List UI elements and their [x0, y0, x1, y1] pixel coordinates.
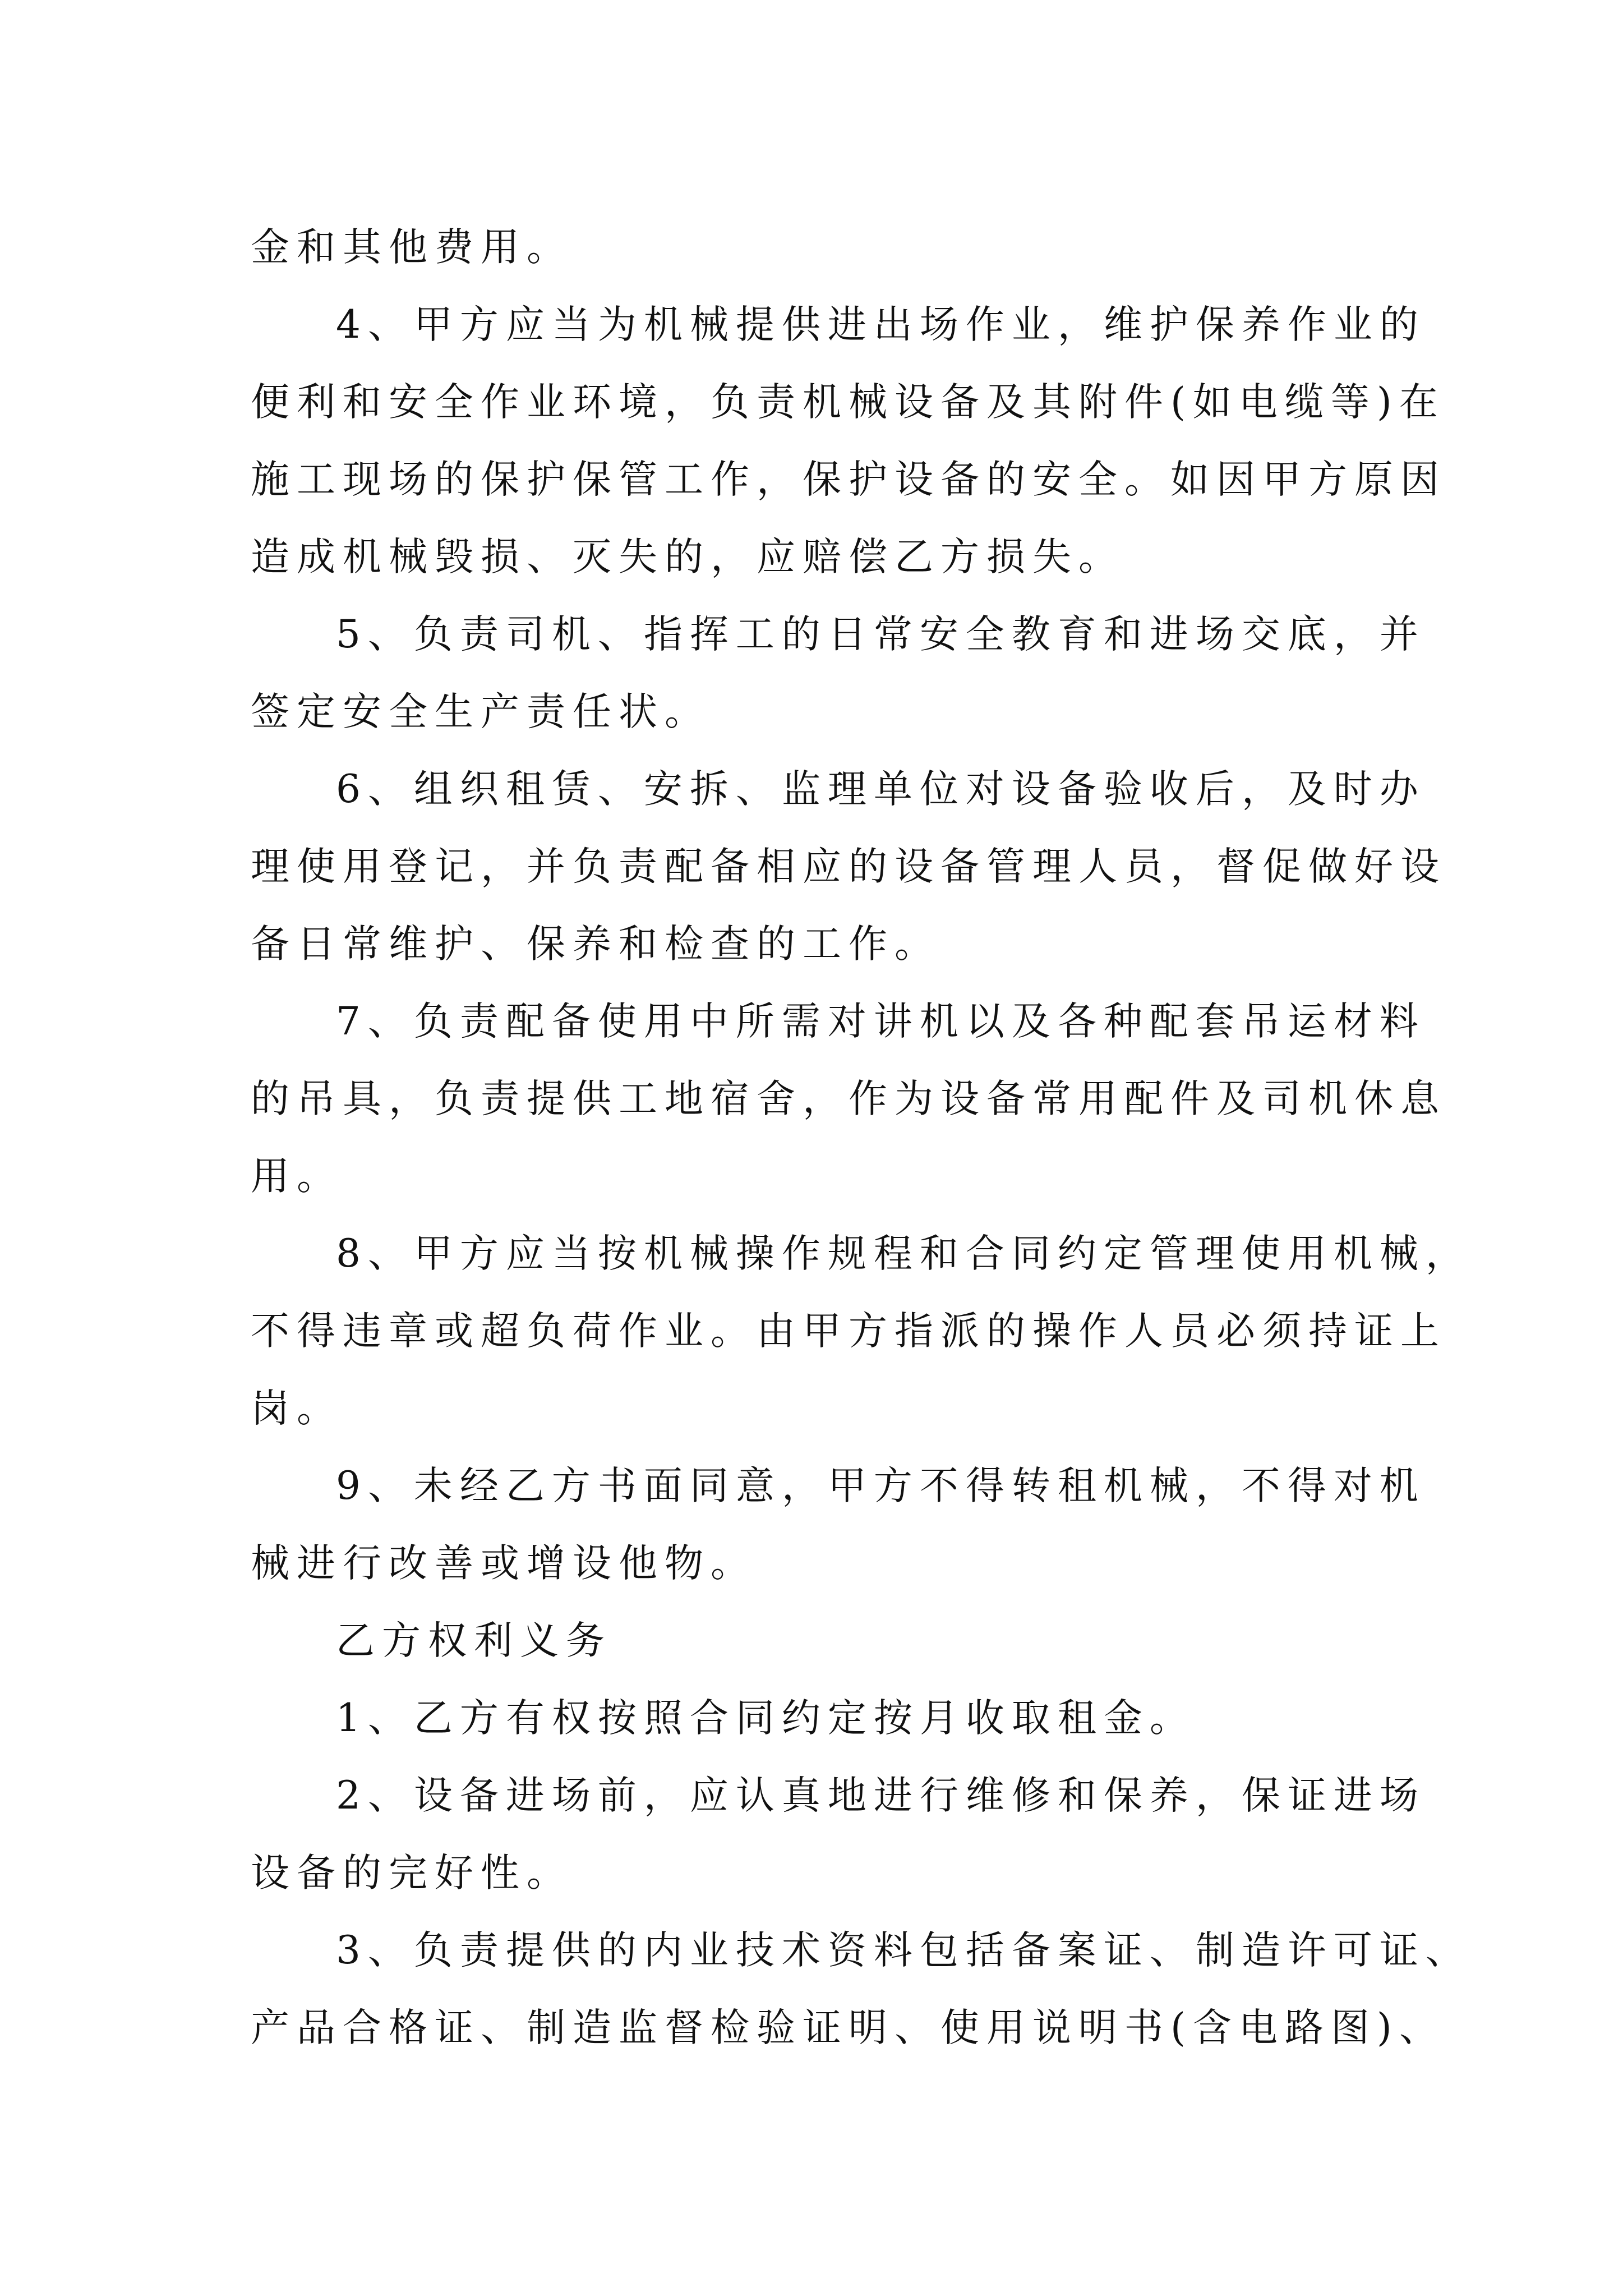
text-line: 金和其他费用。 — [251, 225, 573, 270]
text-line: 理使用登记，并负责配备相应的设备管理人员，督促做好设 — [251, 844, 1446, 889]
text-line: 不得违章或超负荷作业。由甲方指派的操作人员必须持证上 — [251, 1309, 1446, 1354]
text-line: 9、未经乙方书面同意，甲方不得转租机械，不得对机 — [336, 1464, 1426, 1508]
document-body — [251, 209, 1472, 2067]
text-line: 7、负责配备使用中所需对讲机以及各种配套吊运材料 — [336, 999, 1426, 1044]
text-line: 1、乙方有权按照合同约定按月收取租金。 — [336, 1696, 1196, 1741]
text-line: 乙方权利义务 — [336, 1618, 612, 1663]
text-line: 5、负责司机、指挥工的日常安全教育和进场交底，并 — [336, 612, 1426, 657]
text-line: 岗。 — [251, 1386, 343, 1431]
text-line: 用。 — [251, 1154, 343, 1199]
text-line: 4、甲方应当为机械提供进出场作业，维护保养作业的 — [336, 302, 1426, 347]
text-line: 产品合格证、制造监督检验证明、使用说明书(含电路图)、 — [251, 2005, 1445, 2050]
text-line: 的吊具，负责提供工地宿舍，作为设备常用配件及司机休息 — [251, 1076, 1446, 1121]
text-line: 设备的完好性。 — [251, 1851, 573, 1895]
text-line: 3、负责提供的内业技术资料包括备案证、制造许可证、 — [336, 1928, 1472, 1973]
text-line: 6、组织租赁、安拆、监理单位对设备验收后，及时办 — [336, 767, 1426, 812]
text-line: 施工现场的保护保管工作，保护设备的安全。如因甲方原因 — [251, 457, 1446, 502]
text-line: 签定安全生产责任状。 — [251, 689, 711, 734]
text-line: 备日常维护、保养和检查的工作。 — [251, 922, 940, 967]
text-line: 8、甲方应当按机械操作规程和合同约定管理使用机械， — [336, 1231, 1472, 1276]
text-line: 造成机械毁损、灭失的，应赔偿乙方损失。 — [251, 535, 1124, 579]
text-line: 2、设备进场前，应认真地进行维修和保养，保证进场 — [336, 1773, 1426, 1818]
text-line: 便利和安全作业环境，负责机械设备及其附件(如电缆等)在 — [251, 380, 1445, 425]
text-line: 械进行改善或增设他物。 — [251, 1541, 757, 1586]
